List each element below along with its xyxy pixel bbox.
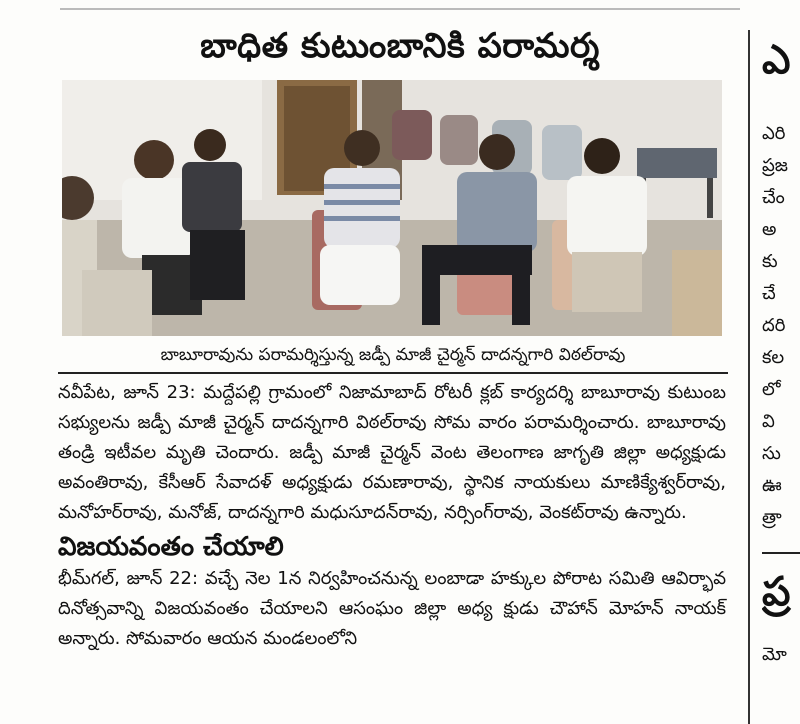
adjacent-line: వి [762, 411, 775, 432]
article-body [58, 378, 726, 654]
adjacent-headline: ఎ [762, 37, 791, 83]
adjacent-line: కు [762, 251, 778, 272]
adjacent-line: ఎరి [762, 123, 786, 144]
headline: బాధిత కుటుంబానికి పరామర్శ [200, 26, 600, 66]
top-rule [60, 8, 740, 10]
adjacent-line: అ [762, 219, 777, 240]
adjacent-line: చేం [762, 187, 785, 208]
adjacent-line: చే [762, 283, 776, 304]
adjacent-line: ఊ [762, 475, 782, 496]
adjacent-headline-2: ప్ర [762, 569, 791, 615]
news-photo [62, 80, 722, 336]
adjacent-line: లో [762, 379, 781, 400]
story2-title: విజయవంతం చేయాలి [58, 532, 284, 562]
story2-body: భీమ్‌గల్, జూన్ 22: వచ్చే నెల 1న నిర్వహించనున్న లంబాడా హక్కుల పోరాట సమితి ఆవిర్భావ దినోత్సవాన్ని విజయవంతం చేయాలని ఆసంఘం జిల్లా అధ్య క్షుడు చౌహాన్ మోహన్ నాయక్ అన్నారు. సోమవారం ఆయన మండలంలోని [58, 568, 726, 649]
adjacent-line: దరి [762, 315, 786, 336]
adjacent-line: కల [762, 347, 785, 368]
photo-caption: బాబూరావును పరామర్శిస్తున్న జడ్పీ మాజీ చైర్మన్ దాదన్నగారి విఠల్‌రావు [58, 338, 728, 374]
story1-body: నవీపేట, జూన్ 23: మద్దేపల్లి గ్రామంలో నిజామాబాద్ రోటరీ క్లబ్ కార్యదర్శి బాబూరావు కుటుంబ సభ్యులను జడ్పీ మాజీ చైర్మన్ దాదన్నగారి విఠల్‌రావు సోమ వారం పరామర్శించారు. బాబూరావు తండ్రి ఇటీవల మృతి చెందారు. జడ్పీ మాజీ చైర్మన్ వెంట తెలంగాణ జాగృతి జిల్లా అధ్యక్షుడు అవంతిరావు, కేసీఆర్ సేవాదళ్ అధ్యక్షుడు రమణారావు, స్థానిక నాయకులు మాణిక్యేశ్వర్‌రావు, మనోహర్‌రావు, మనోజ్, దాదన్నగారి మధుసూదన్‌రావు, నర్సింగ్‌రావు, వెంకట్‌రావు ఉన్నారు. [58, 382, 726, 523]
column-divider [748, 30, 750, 724]
adjacent-line: త్రా [762, 507, 782, 528]
adjacent-tail: మో [762, 644, 787, 665]
adjacent-divider [762, 552, 800, 554]
adjacent-text [762, 118, 800, 534]
adjacent-line: ప్రజ [762, 155, 788, 176]
adjacent-line: సు [762, 443, 781, 464]
adjacent-column [762, 30, 800, 670]
